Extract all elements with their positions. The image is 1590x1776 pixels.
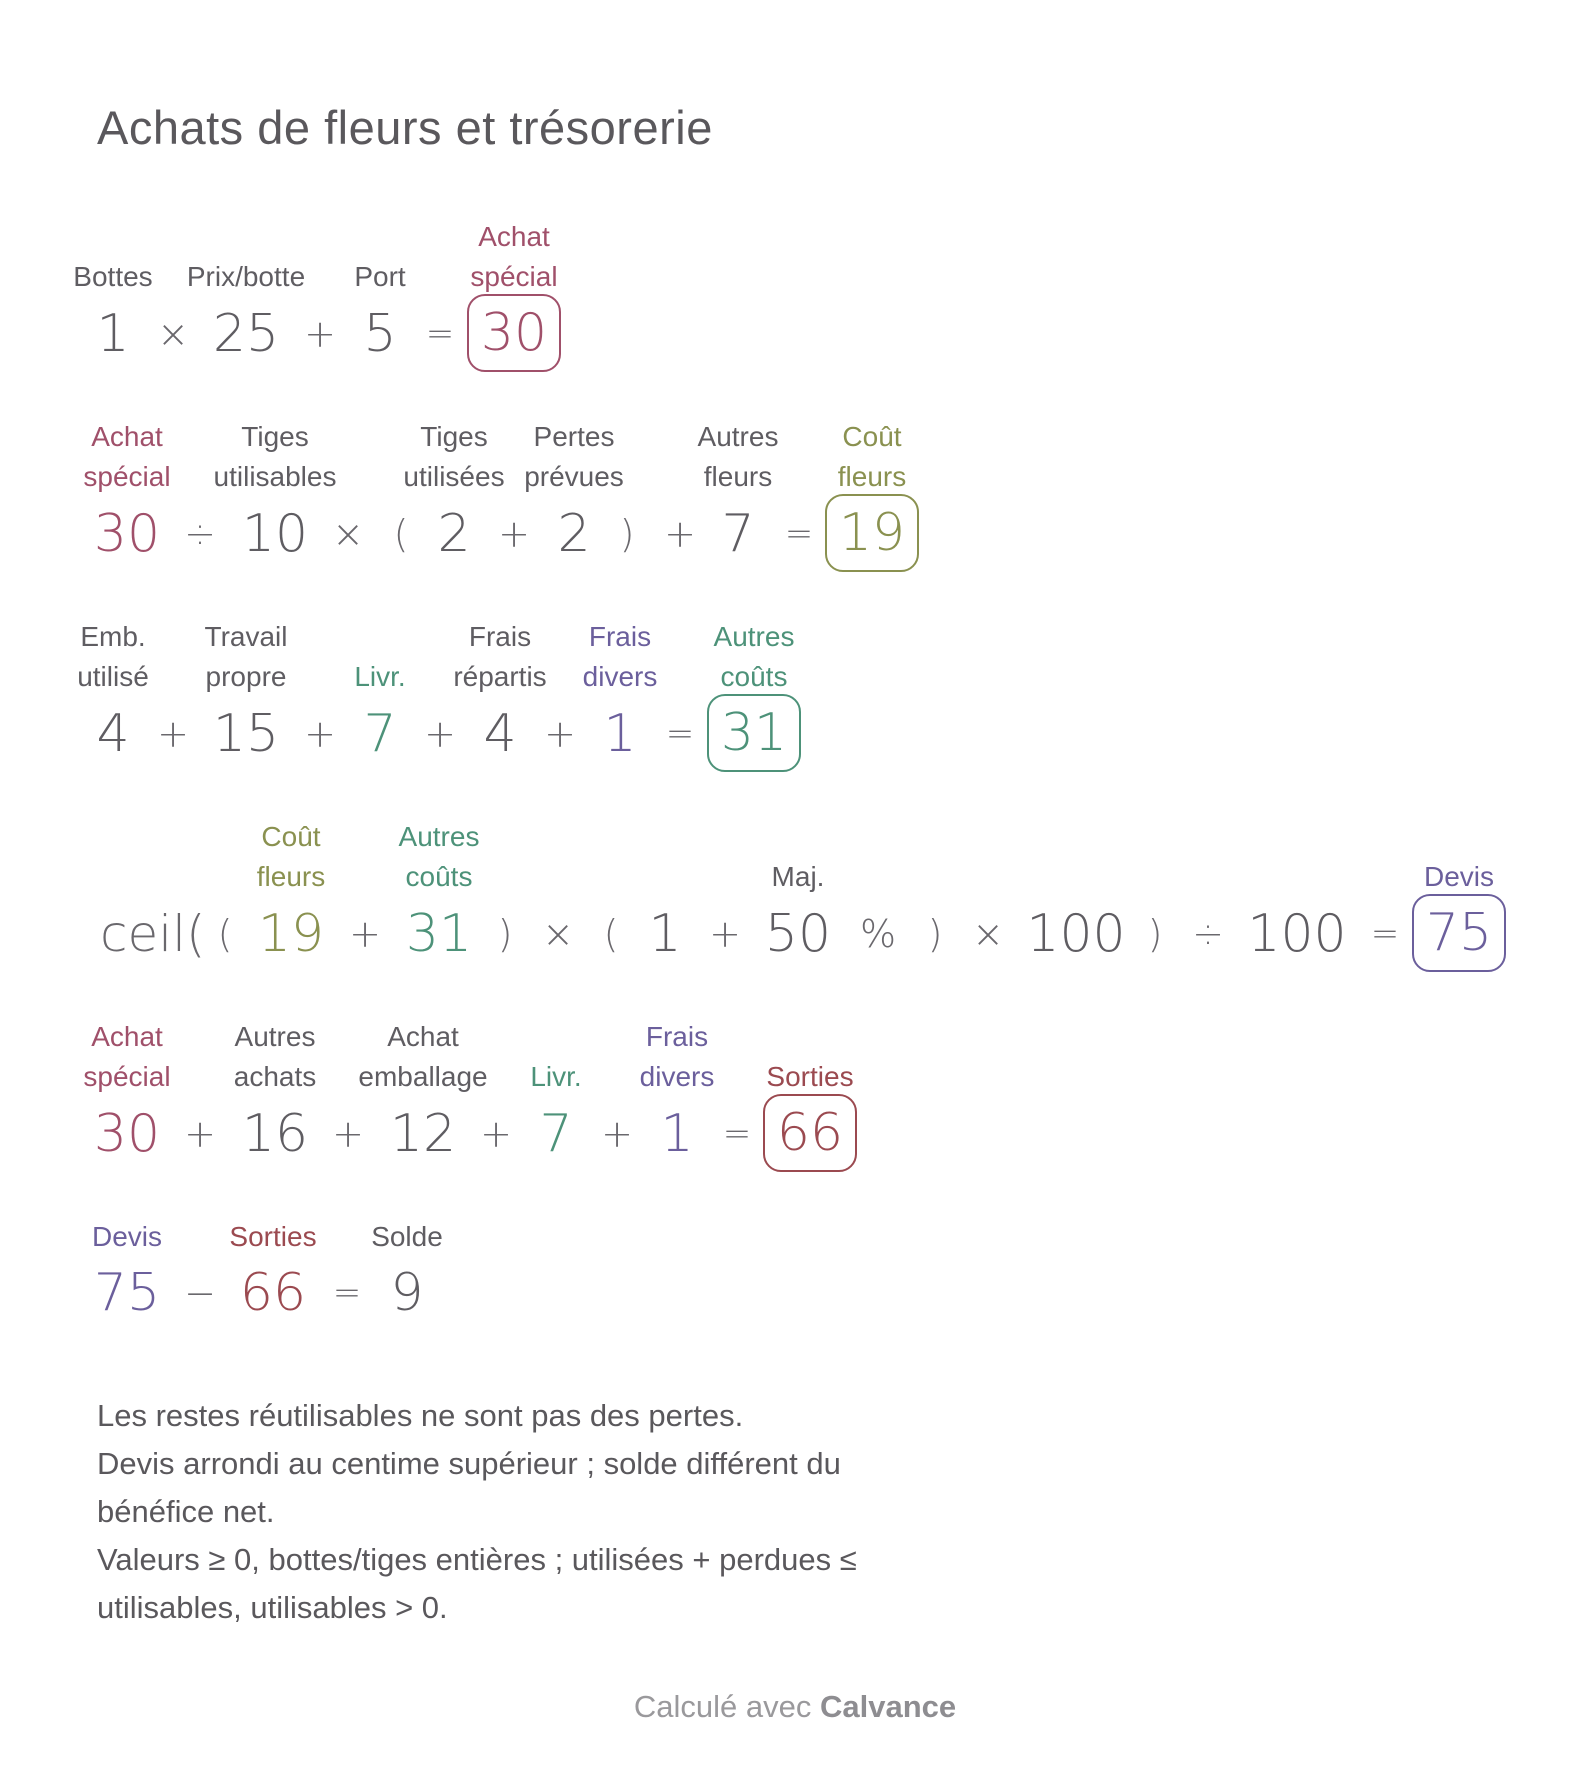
footer-prefix: Calculé avec xyxy=(633,1689,812,1724)
note-line: bénéfice net. xyxy=(97,1494,275,1529)
label-frais-divers-line2: divers xyxy=(639,1061,715,1092)
operator-multiply: × xyxy=(332,512,364,556)
result-autres-couts: 31 xyxy=(707,694,801,772)
operator-divide: ÷ xyxy=(184,512,216,556)
operator-plus: + xyxy=(304,712,336,756)
function-ceil: ceil( xyxy=(100,905,206,963)
label-tiges-utilisables-line1: Tiges xyxy=(241,421,309,452)
value-bottes[interactable]: 1 xyxy=(96,304,130,364)
label-autres-achats-line1: Autres xyxy=(234,1021,316,1052)
operator-equals: = xyxy=(665,714,695,754)
operator-plus: + xyxy=(349,912,381,956)
label-frais-divers-line2: divers xyxy=(582,661,658,692)
operator-plus: + xyxy=(544,712,576,756)
paren-close: ) xyxy=(927,912,943,956)
operator-multiply: × xyxy=(157,312,189,356)
footer-brand-link[interactable]: Calvance xyxy=(819,1689,957,1724)
label-autres-couts-line2: coûts xyxy=(405,861,473,892)
label-autres-couts-line2: coûts xyxy=(720,661,788,692)
paren-close: ) xyxy=(497,912,513,956)
label-travail-propre-line2: propre xyxy=(205,661,287,692)
value-hundred[interactable]: 100 xyxy=(1026,904,1126,964)
value-achat-special[interactable]: 30 xyxy=(93,504,161,564)
operator-plus: + xyxy=(480,1112,512,1156)
label-port: Port xyxy=(354,261,406,292)
label-frais-repartis-line2: répartis xyxy=(453,661,547,692)
paren-close: ) xyxy=(619,512,635,556)
label-tiges-utilisees-line2: utilisées xyxy=(403,461,505,492)
value-autres-couts[interactable]: 31 xyxy=(405,904,473,964)
result-sorties: 66 xyxy=(763,1094,857,1172)
operator-plus: + xyxy=(184,1112,216,1156)
label-devis: Devis xyxy=(91,1221,163,1252)
value-frais-repartis[interactable]: 4 xyxy=(483,704,517,764)
label-livraison: Livr. xyxy=(530,1061,582,1092)
operator-plus: + xyxy=(424,712,456,756)
value-autres-fleurs[interactable]: 7 xyxy=(721,504,755,564)
footer-credit xyxy=(0,1689,1590,1725)
label-autres-fleurs-line2: fleurs xyxy=(703,461,773,492)
value-travail-propre[interactable]: 15 xyxy=(212,704,280,764)
note-line: Devis arrondi au centime supérieur ; solde différent du xyxy=(97,1446,841,1481)
paren-close: ) xyxy=(1147,912,1163,956)
label-autres-couts-line1: Autres xyxy=(398,821,480,852)
value-majoration[interactable]: 50 xyxy=(764,904,832,964)
label-bottes: Bottes xyxy=(73,261,153,292)
label-sorties: Sorties xyxy=(766,1061,854,1092)
label-pertes-prevues-line2: prévues xyxy=(524,461,624,492)
label-achat-special-line1: Achat xyxy=(478,221,550,252)
label-achat-emballage-line2: emballage xyxy=(358,1061,488,1092)
value-sorties[interactable]: 66 xyxy=(239,1263,307,1323)
label-cout-fleurs-line2: fleurs xyxy=(837,461,907,492)
value-devis[interactable]: 75 xyxy=(93,1263,161,1323)
value-cout-fleurs[interactable]: 19 xyxy=(257,904,325,964)
label-cout-fleurs-line2: fleurs xyxy=(256,861,326,892)
note-line: utilisables, utilisables > 0. xyxy=(97,1590,448,1625)
label-solde: Solde xyxy=(371,1221,443,1252)
value-hundred-divisor[interactable]: 100 xyxy=(1247,904,1347,964)
value-frais-divers[interactable]: 1 xyxy=(603,704,637,764)
operator-equals: = xyxy=(1370,914,1400,954)
label-devis: Devis xyxy=(1423,861,1495,892)
operator-divide: ÷ xyxy=(1192,912,1224,956)
operator-plus: + xyxy=(664,512,696,556)
label-majoration: Maj. xyxy=(771,861,825,892)
value-pertes-prevues[interactable]: 2 xyxy=(557,504,591,564)
value-autres-achats[interactable]: 16 xyxy=(241,1104,309,1164)
operator-plus: + xyxy=(498,512,530,556)
label-autres-achats-line2: achats xyxy=(233,1061,317,1092)
label-cout-fleurs-line1: Coût xyxy=(261,821,321,852)
label-emb-utilise-line1: Emb. xyxy=(80,621,146,652)
operator-equals: = xyxy=(784,514,814,554)
label-emb-utilise-line2: utilisé xyxy=(77,661,149,692)
page-title: Achats de fleurs et trésorerie xyxy=(97,101,713,154)
value-tiges-utilisees[interactable]: 2 xyxy=(437,504,471,564)
label-autres-fleurs-line1: Autres xyxy=(697,421,779,452)
result-achat-special: 30 xyxy=(467,294,561,372)
label-travail-propre-line1: Travail xyxy=(204,621,288,652)
label-achat-special-line2: spécial xyxy=(83,1061,171,1092)
label-pertes-prevues-line1: Pertes xyxy=(533,421,615,452)
value-achat-special[interactable]: 30 xyxy=(93,1104,161,1164)
value-one[interactable]: 1 xyxy=(648,904,682,964)
operator-equals: = xyxy=(332,1273,362,1313)
value-tiges-utilisables[interactable]: 10 xyxy=(241,504,309,564)
label-tiges-utilisables-line2: utilisables xyxy=(213,461,337,492)
value-livraison[interactable]: 7 xyxy=(539,1104,573,1164)
notes xyxy=(97,1392,997,1632)
value-solde: 9 xyxy=(390,1263,424,1323)
operator-plus: + xyxy=(601,1112,633,1156)
value-emb-utilise[interactable]: 4 xyxy=(96,704,130,764)
label-achat-special-line2: spécial xyxy=(83,461,171,492)
operator-multiply: × xyxy=(972,912,1004,956)
value-livraison[interactable]: 7 xyxy=(363,704,397,764)
value-port[interactable]: 5 xyxy=(363,304,397,364)
operator-equals: = xyxy=(425,314,455,354)
label-sorties: Sorties xyxy=(229,1221,317,1252)
label-prix-botte: Prix/botte xyxy=(186,261,306,292)
note-line: Les restes réutilisables ne sont pas des pertes. xyxy=(97,1398,744,1433)
label-frais-repartis-line1: Frais xyxy=(468,621,532,652)
paren-open: ( xyxy=(603,912,619,956)
label-autres-couts-line1: Autres xyxy=(713,621,795,652)
operator-percent: % xyxy=(859,912,897,956)
operator-plus: + xyxy=(709,912,741,956)
label-achat-special-line2: spécial xyxy=(470,261,558,292)
value-prix-botte[interactable]: 25 xyxy=(212,304,280,364)
label-cout-fleurs-line1: Coût xyxy=(842,421,902,452)
label-frais-divers-line1: Frais xyxy=(588,621,652,652)
operator-equals: = xyxy=(722,1114,752,1154)
note-line: Valeurs ≥ 0, bottes/tiges entières ; utilisées + perdues ≤ xyxy=(97,1542,857,1577)
label-tiges-utilisees-line1: Tiges xyxy=(420,421,488,452)
label-livraison: Livr. xyxy=(354,661,406,692)
result-cout-fleurs: 19 xyxy=(825,494,919,572)
value-frais-divers[interactable]: 1 xyxy=(660,1104,694,1164)
result-devis: 75 xyxy=(1412,894,1506,972)
label-achat-emballage-line1: Achat xyxy=(387,1021,459,1052)
operator-multiply: × xyxy=(542,912,574,956)
operator-plus: + xyxy=(157,712,189,756)
operator-minus: − xyxy=(184,1271,216,1315)
paren-open: ( xyxy=(217,912,233,956)
operator-plus: + xyxy=(332,1112,364,1156)
label-frais-divers-line1: Frais xyxy=(645,1021,709,1052)
label-achat-special-line1: Achat xyxy=(91,421,163,452)
label-achat-special-line1: Achat xyxy=(91,1021,163,1052)
operator-plus: + xyxy=(304,312,336,356)
value-achat-emballage[interactable]: 12 xyxy=(389,1104,457,1164)
paren-open: ( xyxy=(393,512,409,556)
